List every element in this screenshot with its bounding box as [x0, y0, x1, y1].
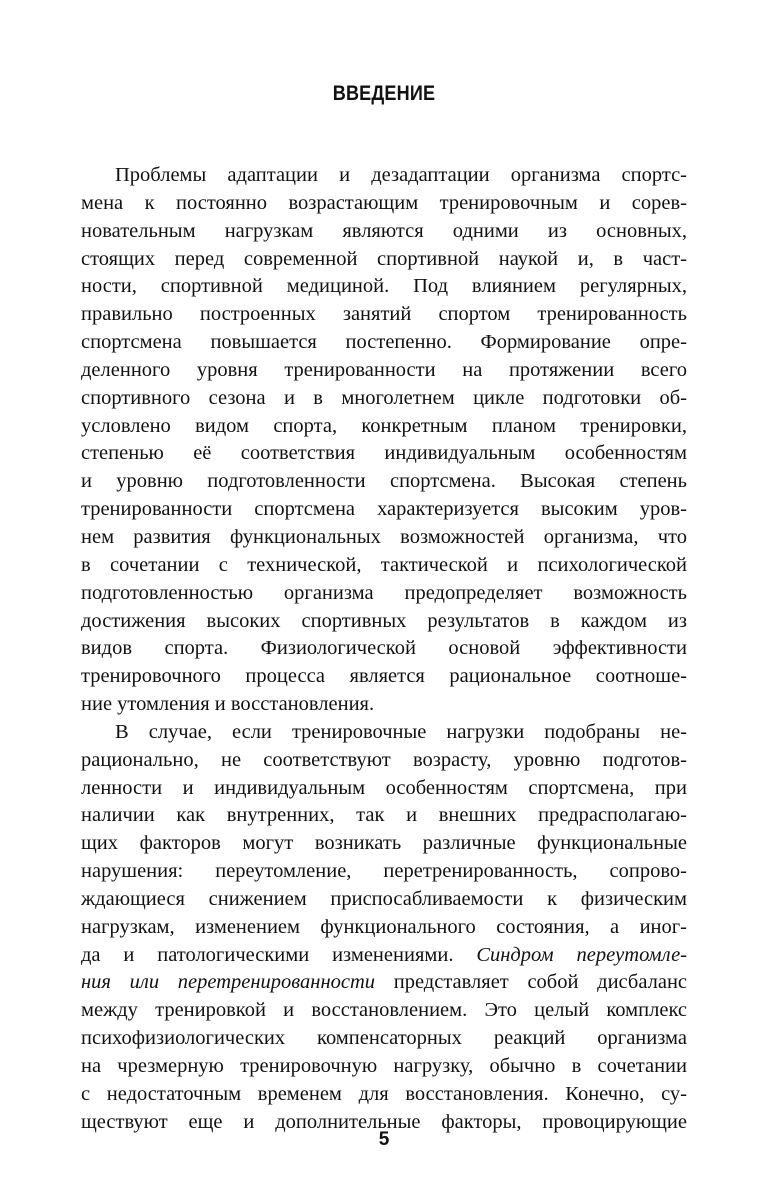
text-line: нарушения: переутомление, перетренированность, сопрово-: [81, 860, 687, 883]
chapter-heading: ВВЕДЕНИЕ: [332, 82, 436, 105]
text-line: и уровню подготовленности спортсмена. Высокая степень: [81, 470, 687, 493]
text-line: условлено видом спорта, конкретным планом тренировки,: [81, 414, 687, 437]
text-line: тренированности спортсмена характеризуется высоким уров-: [81, 498, 687, 521]
text-line: нем развития функциональных возможностей организма, что: [81, 525, 687, 548]
text-line: [81, 942, 687, 970]
italic-term: ния или перетренированности: [81, 971, 376, 994]
text-line: Проблемы адаптации и дезадаптации организма спортс-: [115, 164, 687, 186]
text-line: достижения высоких спортивных результатов в каждом из: [81, 609, 687, 632]
text-line: степенью её соответствия индивидуальным особенностям: [81, 442, 687, 465]
text-line: на чрезмерную тренировочную нагрузку, обычно в сочетании: [81, 1055, 687, 1077]
text-line: тренировочного процесса является рациональное соотноше-: [81, 665, 687, 688]
text-line: ждающиеся снижением приспосабливаемости к физическим: [81, 887, 687, 910]
text-line: спортсмена повышается постепенно. Формирование опре-: [81, 331, 687, 354]
text-line: ние утомления и восстановления.: [81, 693, 375, 716]
text-line: мена к постоянно возрастающим тренировочным и сорев-: [81, 191, 687, 214]
text-line: ленности и индивидуальным особенностям спортсмена, при: [81, 776, 687, 799]
text-line: спортивного сезона и в многолетнем цикле подготовки об-: [81, 386, 687, 409]
text-run: да и патологическими изменениями.: [81, 943, 477, 966]
text-line: рационально, не соответствуют возрасту, уровню подготов-: [81, 748, 687, 771]
body-text: [81, 162, 687, 1137]
text-line: деленного уровня тренированности на протяжении всего: [81, 358, 687, 381]
text-line: между тренировкой и восстановлением. Это целый комплекс: [81, 999, 687, 1022]
text-line: психофизиологических компенсаторных реакций организма: [81, 1027, 687, 1050]
text-line: новательным нагрузкам являются одними из основных,: [81, 219, 687, 242]
text-line: видов спорта. Физиологической основой эффективности: [81, 637, 687, 660]
text-line: В случае, если тренировочные нагрузки подобраны не-: [115, 720, 687, 743]
text-line: ществуют еще и дополнительные факторы, провоцирующие: [81, 1110, 687, 1133]
text-line: щих факторов могут возникать различные функциональные: [81, 832, 687, 855]
text-line: с недостаточным временем для восстановления. Конечно, су-: [81, 1082, 687, 1105]
text-line: наличии как внутренних, так и внешних предрасполагаю-: [81, 804, 687, 827]
page-number: 5: [378, 1129, 390, 1150]
text-line: нагрузкам, изменением функционального состояния, а иног-: [81, 915, 687, 938]
text-line: стоящих перед современной спортивной наукой и, в част-: [81, 247, 687, 270]
text-line: в сочетании с технической, тактической и психологической: [81, 553, 687, 576]
italic-term: Синдром переутомле-: [476, 943, 687, 966]
text-line: ности, спортивной медициной. Под влиянием регулярных,: [81, 275, 687, 298]
text-line: подготовленностью организма предопределяет возможность: [81, 581, 687, 604]
text-run: представляет собой дисбаланс: [375, 971, 688, 994]
text-line: правильно построенных занятий спортом тренированность: [81, 303, 687, 326]
text-line: [81, 969, 687, 997]
